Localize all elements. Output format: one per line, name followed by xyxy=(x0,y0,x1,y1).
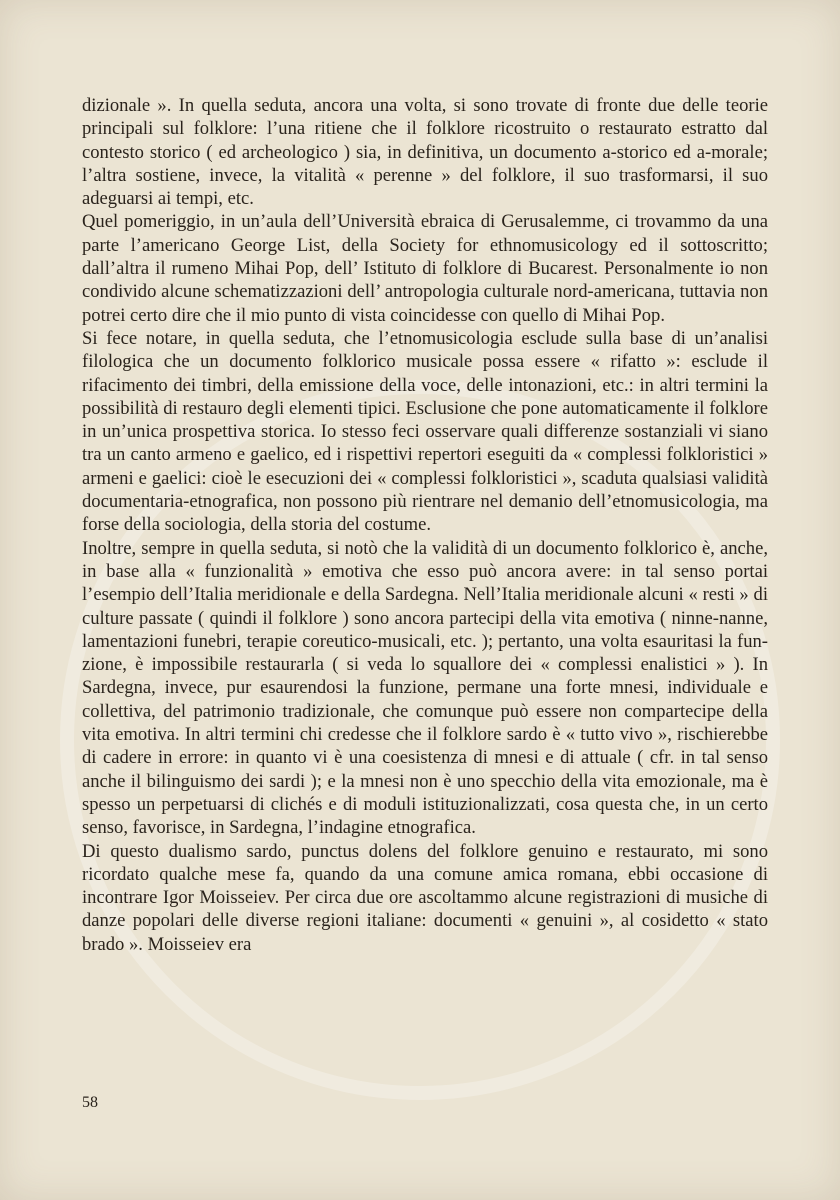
paragraph-5: Di questo dualismo sardo, punctus dolens del folklore genuino e restaurato, mi sono ricordato qualche mese fa, quando da una comune amica romana, ebbi occasione di incontrare Igor Moisseiev. Per circa due ore ascoltammo alcune registrazioni di musiche di danze popolari delle diverse regioni italiane: documenti « genuini », al cosidetto « stato brado ». Moisseiev era xyxy=(82,840,768,955)
paragraph-2: Quel pomeriggio, in un’aula dell’Università ebraica di Gerusalemme, ci trovammo da una parte l’americano George List, della Society for ethnomusicology ed il sottoscritto; dall’altra il rumeno Mihai Pop, dell’ Istituto di folklore di Bucarest. Personalmente io non condivido alcune schematizzazioni dell’ antropologia culturale nord-americana, tuttavia non potrei certo dire che il mio punto di vista coincidesse con quello di Mihai Pop. xyxy=(82,211,768,326)
paragraph-4: Inoltre, sempre in quella seduta, si notò che la validità di un documento folklorico è, anche, in base alla « funzionalità » emotiva che esso può ancora avere: in tal senso portai l’esempio dell’Italia meridionale e della Sardegna. Nell’Italia meridionale alcuni « resti » di culture passate ( quindi il folklore ) sono ancora partecipi della vita emotiva ( ninne-nanne, lamentazioni funebri, terapie coreutico-musicali, etc. ); pertanto, una volta esauritasi la funzione, è impossibile restaurarla ( si veda lo squallore dei « complessi enalistici » ). In Sardegna, invece, pur esaurendosi la funzione, permane una forte mnesi, individuale e collettiva, del patrimonio tradizionale, che comunque può essere non compartecipe della vita emotiva. In altri termini chi credesse che il folklore sardo è « tutto vivo », rischierebbe di cadere in errore: in quanto vi è una coesistenza di mnesi e di attuale ( cfr. in tal senso anche il bilinguismo dei sardi ); e la mnesi non è uno specchio della vita emozionale, ma è spesso un perpetuarsi di clichés e di moduli istituzionalizzati, cosa questa che, in un certo senso, favorisce, in Sardegna, l’indagine etnografica. xyxy=(82,537,768,839)
paragraph-3: Si fece notare, in quella seduta, che l’etnomusicologia esclude sulla base di un’analisi filologica che un documento folklorico musicale possa essere « rifatto »: esclude il rifacimento dei timbri, della emissione della voce, delle intonazioni, etc.: in altri termini la possibilità di restauro degli elementi tipici. Esclusione che pone automaticamente il folklore in un’unica prospettiva storica. Io stesso feci osservare quali differenze sostanziali vi siano tra un canto armeno e gaelico, ed i rispettivi repertori eseguiti da « complessi folkloristici » armeni e gaelici: cioè le esecuzioni dei « complessi folkloristici », scaduta qualsiasi validità documentaria-etnografica, non possono più rientrare nel demanio dell’etnomusicologia, ma forse della sociologia, della storia del costume. xyxy=(82,327,768,536)
body-text xyxy=(82,94,768,956)
page-number: 58 xyxy=(82,1094,98,1111)
paragraph-1: dizionale ». In quella seduta, ancora una volta, si sono trovate di fronte due delle teorie principali sul folklore: l’una ritiene che il folklore ricostruito o restaurato estratto dal contesto storico ( ed archeologico ) sia, in definitiva, un documento a-storico ed a-morale; l’altra sostiene, invece, la vitalità « perenne » del folklore, il suo trasformarsi, il suo adeguarsi ai tempi, etc. xyxy=(82,95,768,210)
